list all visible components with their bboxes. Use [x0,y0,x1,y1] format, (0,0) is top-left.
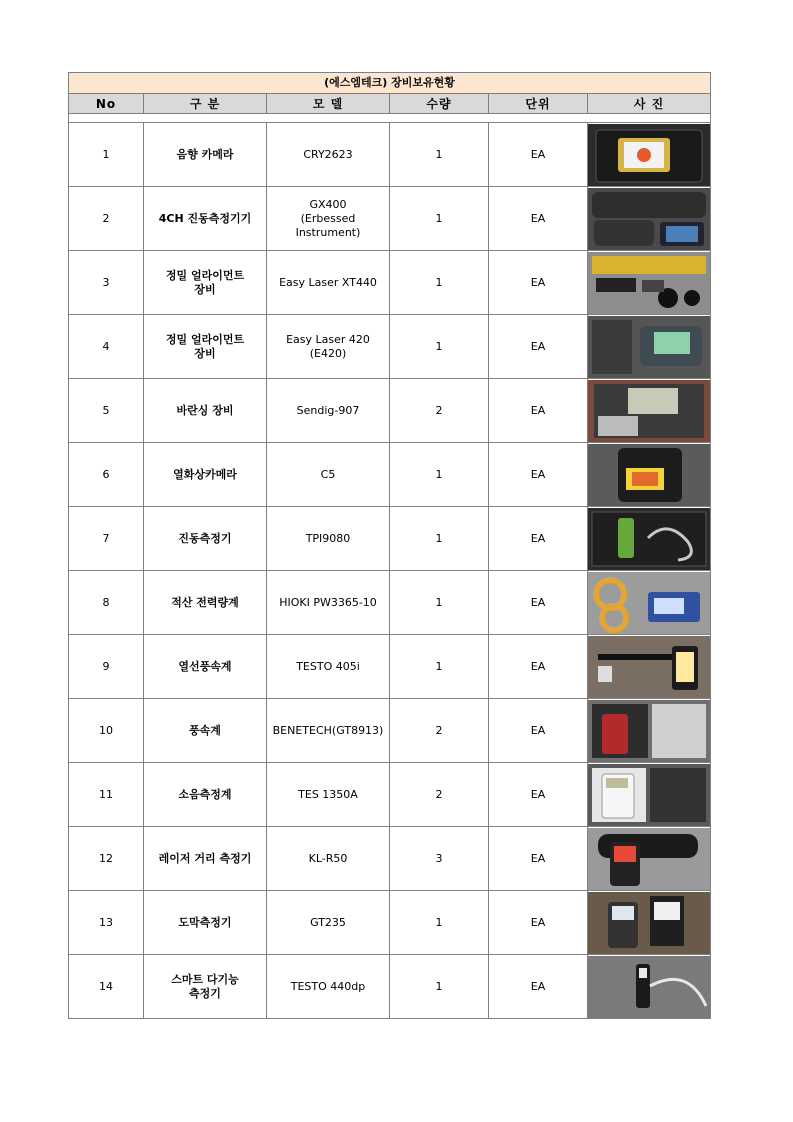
row-category [144,571,267,635]
row-no: 8 [69,571,144,635]
row-model [267,379,390,443]
row-category-line: 레이저 거리 측정기 [158,851,252,865]
row-category-line: 정밀 얼라이먼트 [165,268,245,282]
row-quantity: 1 [390,251,489,315]
row-no: 10 [69,699,144,763]
row-unit: EA [489,571,588,635]
row-model-line: (E420) [309,346,347,360]
row-category [144,635,267,699]
row-model-line: BENETECH(GT8913) [272,723,384,737]
equipment-photo [588,252,710,314]
row-category [144,763,267,827]
row-category-line: 진동측정기 [178,531,232,545]
row-photo [588,571,711,635]
row-photo [588,763,711,827]
equipment-photo [588,892,710,954]
row-photo [588,443,711,507]
row-model-line: KL-R50 [308,851,348,865]
row-model [267,827,390,891]
row-photo [588,699,711,763]
row-model [267,891,390,955]
row-quantity: 1 [390,507,489,571]
row-photo [588,507,711,571]
row-model-line: Easy Laser XT440 [279,275,377,289]
row-model-line: C5 [320,467,336,481]
row-category [144,955,267,1019]
row-no: 3 [69,251,144,315]
row-quantity: 1 [390,635,489,699]
row-unit: EA [489,827,588,891]
row-no: 4 [69,315,144,379]
row-unit: EA [489,699,588,763]
row-photo [588,891,711,955]
equipment-table [68,72,711,1019]
equipment-photo [588,828,710,890]
row-quantity: 2 [390,699,489,763]
row-model-line: CRY2623 [303,147,353,161]
table-title: (에스엠테크) 장비보유현황 [69,73,711,94]
table-row [69,955,711,1019]
equipment-photo [588,444,710,506]
table-row [69,635,711,699]
row-model [267,571,390,635]
row-category [144,123,267,187]
row-model [267,635,390,699]
spacer-row [69,114,711,123]
row-category [144,315,267,379]
table-row [69,891,711,955]
row-category-line: 4CH 진동측정기기 [158,211,252,225]
row-model-line: Sendig-907 [296,403,360,417]
equipment-photo [588,956,710,1018]
row-unit: EA [489,315,588,379]
equipment-photo [588,316,710,378]
row-quantity: 1 [390,571,489,635]
row-category [144,187,267,251]
row-category-line: 바란싱 장비 [176,403,234,417]
row-category [144,891,267,955]
row-no: 1 [69,123,144,187]
table-body [69,123,711,1019]
row-photo [588,635,711,699]
row-model [267,251,390,315]
row-quantity: 2 [390,763,489,827]
row-category [144,507,267,571]
row-no: 2 [69,187,144,251]
row-model-line: TESTO 405i [296,659,360,673]
row-unit: EA [489,251,588,315]
equipment-photo [588,124,710,186]
row-photo [588,955,711,1019]
table-row [69,379,711,443]
header-photo: 사 진 [588,94,711,114]
row-no: 12 [69,827,144,891]
table-row [69,571,711,635]
table-row [69,443,711,507]
row-category [144,443,267,507]
row-category-line: 장비 [194,282,216,296]
header-model: 모 델 [267,94,390,114]
row-no: 6 [69,443,144,507]
row-photo [588,315,711,379]
row-category-line: 열선풍속계 [178,659,232,673]
row-quantity: 2 [390,379,489,443]
row-model-line: GT235 [310,915,346,929]
row-category [144,251,267,315]
row-model [267,123,390,187]
table-row [69,123,711,187]
row-category-line: 도막측정기 [178,915,232,929]
row-no: 7 [69,507,144,571]
row-category-line: 정밀 얼라이먼트 [165,332,245,346]
row-model-line: TPI9080 [305,531,351,545]
table-row [69,251,711,315]
row-photo [588,187,711,251]
table-row [69,507,711,571]
row-model [267,443,390,507]
row-unit: EA [489,123,588,187]
table-row [69,763,711,827]
row-category-line: 장비 [194,346,216,360]
row-unit: EA [489,635,588,699]
equipment-photo [588,700,710,762]
table-row [69,699,711,763]
header-no: No [69,94,144,114]
equipment-photo [588,572,710,634]
row-quantity: 1 [390,955,489,1019]
table-row [69,187,711,251]
row-unit: EA [489,507,588,571]
equipment-photo [588,508,710,570]
row-no: 13 [69,891,144,955]
row-model-line: TES 1350A [298,787,358,801]
row-photo [588,379,711,443]
row-quantity: 3 [390,827,489,891]
header-unit: 단위 [489,94,588,114]
row-quantity: 1 [390,187,489,251]
row-category-line: 음향 카메라 [176,147,234,161]
row-unit: EA [489,443,588,507]
row-category [144,379,267,443]
row-model-line: Easy Laser 420 [286,332,370,346]
row-quantity: 1 [390,315,489,379]
table-row [69,827,711,891]
row-unit: EA [489,955,588,1019]
row-model [267,955,390,1019]
row-model [267,763,390,827]
row-photo [588,827,711,891]
row-model-line: GX400 [309,197,347,211]
row-category [144,827,267,891]
row-category-line: 열화상카메라 [173,467,237,481]
row-unit: EA [489,187,588,251]
row-model-line: (Erbessed Instrument) [295,211,361,239]
row-model-line: TESTO 440dp [290,979,366,993]
row-model [267,507,390,571]
equipment-photo [588,380,710,442]
row-quantity: 1 [390,891,489,955]
equipment-photo [588,636,710,698]
row-category-line: 적산 전력량계 [171,595,239,609]
row-quantity: 1 [390,123,489,187]
equipment-photo [588,188,710,250]
row-category-line: 소음측정계 [178,787,232,801]
row-model [267,699,390,763]
row-model [267,187,390,251]
row-unit: EA [489,763,588,827]
row-unit: EA [489,891,588,955]
row-photo [588,251,711,315]
row-model [267,315,390,379]
header-category: 구 분 [144,94,267,114]
row-model-line: HIOKI PW3365-10 [279,595,377,609]
row-quantity: 1 [390,443,489,507]
row-category-line: 측정기 [189,986,221,1000]
row-unit: EA [489,379,588,443]
equipment-photo [588,764,710,826]
header-quantity: 수량 [390,94,489,114]
row-category-line: 스마트 다기능 [171,972,239,986]
row-no: 5 [69,379,144,443]
row-photo [588,123,711,187]
row-category [144,699,267,763]
table-row [69,315,711,379]
row-no: 11 [69,763,144,827]
row-no: 14 [69,955,144,1019]
row-no: 9 [69,635,144,699]
row-category-line: 풍속계 [189,723,221,737]
